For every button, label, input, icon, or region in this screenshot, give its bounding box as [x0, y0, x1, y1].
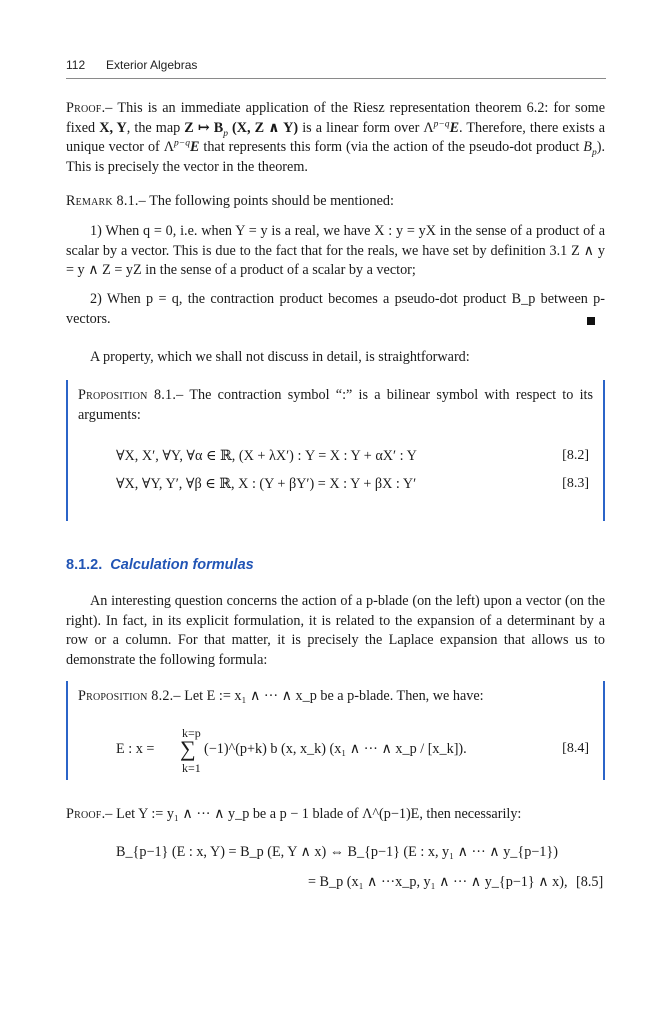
proof-label: Proof.–	[66, 100, 113, 116]
proof-exponent: p−q	[174, 138, 190, 149]
remark-text: The following points should be mentioned:	[145, 193, 394, 209]
proposition-text: Let E := x₁ ∧ ··· ∧ x_p be a p-blade. Then, we have:	[180, 688, 484, 704]
equation-8-5-line-2: = B_p (x₁ ∧ ···x_p, y₁ ∧ ··· ∧ y_{p−1} ∧ x),	[308, 874, 568, 890]
proof-map-sub: p	[223, 128, 228, 139]
remark-item-1: 1) When q = 0, i.e. when Y = y is a real, we have X : y = yX in the sense of a product of a scalar by a vector. This is due to the fact that for the reals, we have set by definition 3.1 Z ∧ y = y ∧ Z = yZ in the sense of a product of a scalar by a vector;	[66, 223, 605, 278]
equation-number-8-3: [8.3]	[562, 476, 589, 491]
equation-number-8-4: [8.4]	[562, 741, 589, 756]
proof-space: E	[449, 119, 460, 136]
proposition-label: Proposition 8.2.–	[78, 688, 181, 704]
remark-label: Remark 8.1.–	[66, 193, 146, 209]
proof-text: , the map	[126, 119, 185, 136]
proof-text: that represents this form (via the action of the pseudo-dot product	[199, 139, 584, 155]
proposition-label: Proposition 8.1.–	[78, 387, 184, 403]
equation-8-3: ∀X, ∀Y, Y′, ∀β ∈ ℝ, X : (Y + βY′) = X : Y + βX : Y′	[116, 476, 417, 492]
equation-number-8-2: [8.2]	[562, 448, 589, 463]
proof-text: ). This is precisely the vector in the theorem.	[66, 139, 605, 175]
proposition-8-1-box	[66, 380, 605, 521]
running-header	[66, 58, 606, 79]
proposition-text: The contraction symbol “:” is a bilinear symbol with respect to its arguments:	[78, 387, 593, 423]
intro-paragraph: A property, which we shall not discuss in detail, is straightforward:	[90, 349, 470, 365]
equation-8-5-line-1: B_{p−1} (E : x, Y) = B_p (E, Y ∧ x) ⇔ B_{p−1} (E : x, y₁ ∧ ··· ∧ y_{p−1})	[116, 844, 558, 860]
proof-vars: X, Y	[99, 119, 127, 136]
proof-paragraph-2	[66, 805, 605, 825]
section-heading	[66, 557, 254, 573]
proof-text: . Therefore, there exists a unique vector of Λ	[66, 119, 605, 155]
proof-text: is a linear form over Λ	[298, 119, 434, 136]
proposition-8-2-statement	[78, 687, 593, 707]
qed-symbol	[587, 317, 595, 325]
equation-number-8-5: [8.5]	[576, 874, 604, 890]
proposition-8-1-statement	[78, 386, 593, 425]
laplace-paragraph: An interesting question concerns the action of a p-blade (on the left) upon a vector (on the right). In fact, in its explicit formulation, it is related to the expansion of a determinant by a row or a column. For that matter, it is precisely the Laplace expansion that allows us to demonstrate the following formula:	[66, 593, 605, 668]
remark-item-2: 2) When p = q, the contraction product becomes a pseudo-dot product B_p between p-vectors.	[66, 291, 605, 327]
section-number: 8.1.2.	[66, 557, 103, 573]
equation-8-2: ∀X, X′, ∀Y, ∀α ∈ ℝ, (X + λX′) : Y = X : Y + αX′ : Y	[116, 448, 417, 464]
equation-8-4-right: (−1)^(p+k) b (x, x_k) (x₁ ∧ ··· ∧ x_p / [x_k]).	[204, 741, 467, 757]
proof-label: Proof.–	[66, 806, 113, 822]
proof-exponent: p−q	[433, 118, 450, 129]
proof-space: E	[189, 139, 200, 155]
summation-symbol: ∑	[180, 736, 196, 761]
proof-bp: B	[583, 139, 592, 155]
proof-bp-sub: p	[591, 147, 597, 158]
proposition-8-2-box	[66, 681, 605, 780]
equation-8-4-left: E : x =	[116, 741, 155, 757]
section-title: Calculation formulas	[110, 557, 254, 573]
running-title: Exterior Algebras	[106, 58, 198, 72]
proof-map-args: (X, Z ∧ Y)	[227, 119, 299, 136]
proof-map: Z ↦ B	[184, 119, 224, 136]
sum-lower-limit: k=1	[182, 761, 201, 775]
page-number: 112	[66, 58, 86, 72]
sum-upper-limit: k=p	[182, 726, 201, 740]
proof-text: This is an immediate application of the Riesz representation theorem 6.2: for some fixed	[66, 100, 605, 136]
remark-item-2-wrap	[66, 290, 605, 330]
proof-paragraph-1	[66, 99, 605, 177]
proof-text: Let Y := y₁ ∧ ··· ∧ y_p be a p − 1 blade of Λ^(p−1)E, then necessarily:	[112, 806, 522, 822]
remark-heading	[66, 192, 605, 212]
